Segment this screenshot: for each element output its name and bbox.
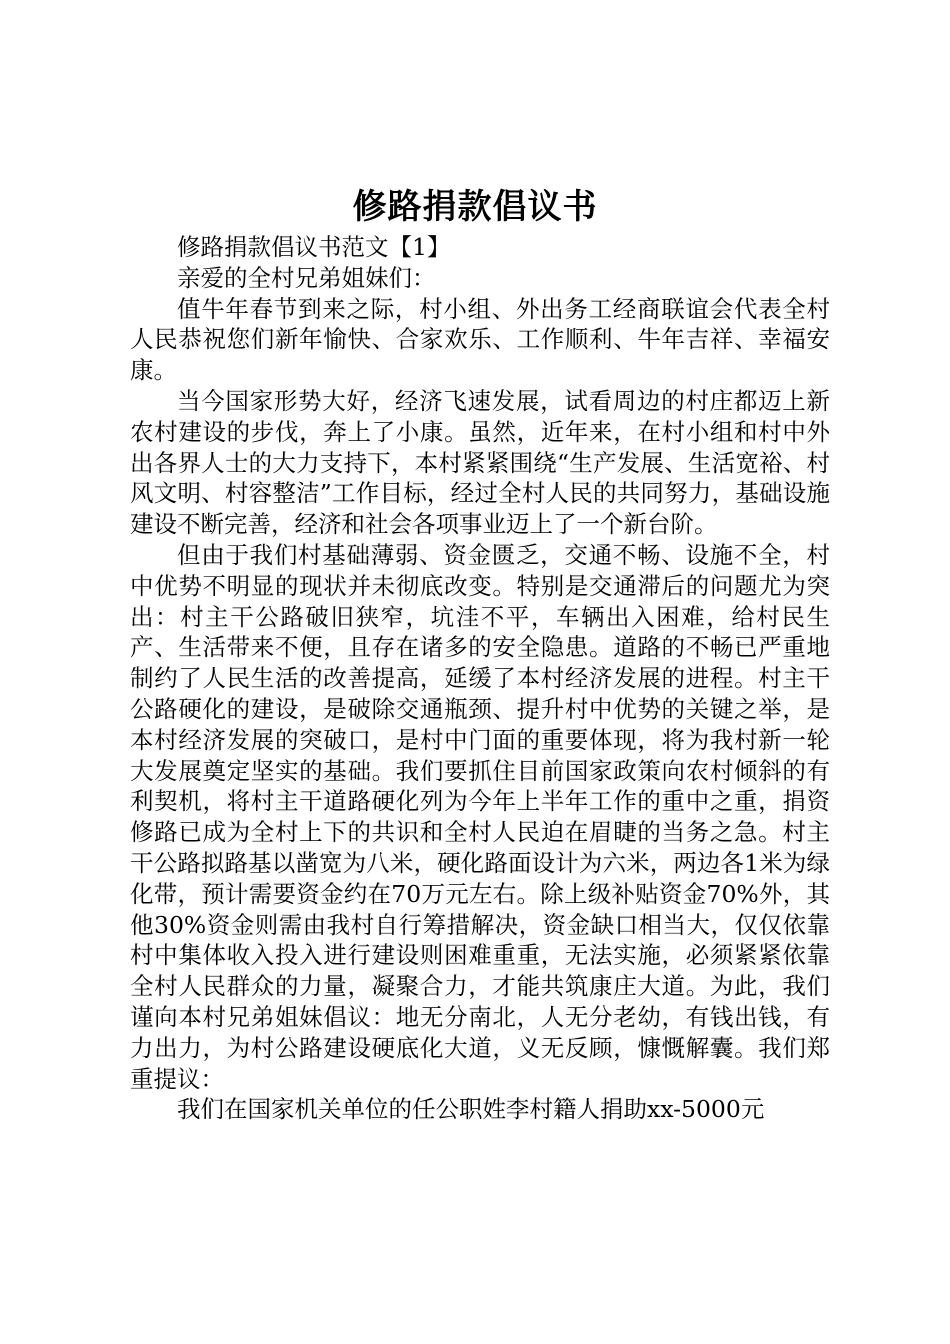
- subtitle-paragraph: 修路捐款倡议书范文【1】: [177, 233, 451, 261]
- body-paragraph: 我们在国家机关单位的任公职姓李村籍人捐助xx-5000元: [177, 1095, 765, 1124]
- document-title: 修路捐款倡议书: [352, 187, 598, 227]
- body-paragraph: 值牛年春节到来之际，村小组、外出务工经商联谊会代表全村人民恭祝您们新年愉快、合家欢乐、工作顺利、牛年吉祥、幸福安康。: [130, 294, 830, 385]
- body-paragraph: 但由于我们村基础薄弱、资金匮乏，交通不畅、设施不全，村中优势不明显的现状并未彻底改变。特别是交通滞后的问题尤为突出：村主干公路破旧狭窄，坑洼不平，车辆出入困难，给村民生产、生活带来不便，且存在诸多的安全隐患。道路的不畅已严重地制约了人民生活的改善提高，延缓了本村经济发展的进程。村主干公路硬化的建设，是破除交通瓶颈、提升村中优势的关键之举，是本村经济发展的突破口，是村中门面的重要体现，将为我村新一轮大发展奠定坚实的基础。我们要抓住目前国家政策向农村倾斜的有利契机，将村主干道路硬化列为今年上半年工作的重中之重，捐资修路已成为全村上下的共识和全村人民迫在眉睫的当务之急。村主干公路拟路基以凿宽为八米，硬化路面设计为六米，两边各1米为绿化带，预计需要资金约在70万元左右。除上级补贴资金70%外，其他30%资金则需由我村自行筹措解决，资金缺口相当大，仅仅依靠村中集体收入投入进行建设则困难重重，无法实施，必须紧紧依靠全村人民群众的力量，凝聚合力，才能共筑康庄大道。为此，我们谨向本村兄弟姐妹倡议：地无分南北，人无分老幼，有钱出钱，有力出力，为村公路建设硬底化大道，义无反顾，慷慨解囊。我们郑重提议：: [130, 540, 830, 1093]
- salutation-paragraph: 亲爱的全村兄弟姐妹们：: [177, 263, 436, 292]
- body-paragraph: 当今国家形势大好，经济飞速发展，试看周边的村庄都迈上新农村建设的步伐，奔上了小康。虽然，近年来，在村小组和村中外出各界人士的大力支持下，本村紧紧围绕“生产发展、生活宽裕、村风文明、村容整洁”工作目标，经过全村人民的共同努力，基础设施建设不断完善，经济和社会各项事业迈上了一个新台阶。: [130, 386, 830, 539]
- document-body: [130, 232, 830, 1125]
